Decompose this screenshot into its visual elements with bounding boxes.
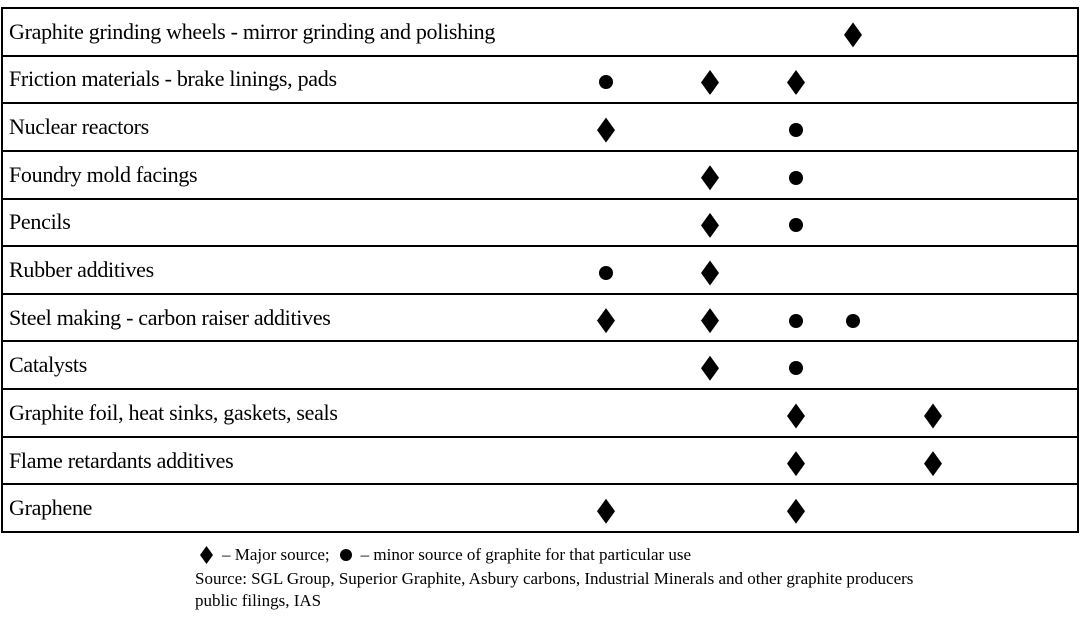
major-source-diamond-icon <box>701 261 719 286</box>
major-source-diamond-icon <box>701 70 719 95</box>
minor-source-circle-icon <box>789 218 803 232</box>
legend <box>195 544 995 566</box>
row-label: Catalysts <box>9 352 87 378</box>
minor-source-circle-icon <box>789 314 803 328</box>
major-source-diamond-icon <box>787 403 805 428</box>
row-label: Pencils <box>9 209 71 235</box>
legend-minor-circle-icon <box>340 549 352 561</box>
row-label: Friction materials - brake linings, pads <box>9 66 337 92</box>
minor-source-circle-icon <box>789 171 803 185</box>
source-text-line-2: public filings, IAS <box>195 591 322 610</box>
major-source-diamond-icon <box>597 118 615 143</box>
major-source-diamond-icon <box>787 451 805 476</box>
table-row <box>3 200 1077 248</box>
major-source-diamond-icon <box>787 499 805 524</box>
table-row <box>3 485 1077 531</box>
major-source-diamond-icon <box>924 451 942 476</box>
major-source-diamond-icon <box>924 403 942 428</box>
table-row <box>3 438 1077 486</box>
row-label: Steel making - carbon raiser additives <box>9 304 331 330</box>
major-source-diamond-icon <box>787 70 805 95</box>
uses-table <box>1 7 1079 533</box>
table-row <box>3 57 1077 105</box>
table-row <box>3 390 1077 438</box>
minor-source-circle-icon <box>789 123 803 137</box>
row-label: Rubber additives <box>9 257 154 283</box>
table-row <box>3 9 1077 57</box>
minor-source-circle-icon <box>846 314 860 328</box>
major-source-diamond-icon <box>701 213 719 238</box>
table-row <box>3 104 1077 152</box>
minor-source-circle-icon <box>599 266 613 280</box>
source-text-line-1: Source: SGL Group, Superior Graphite, Asbury carbons, Industrial Minerals and other graphite producers <box>195 569 914 588</box>
table-row <box>3 152 1077 200</box>
major-source-diamond-icon <box>701 308 719 333</box>
row-label: Graphite grinding wheels - mirror grinding and polishing <box>9 18 496 44</box>
legend-major-diamond-icon <box>200 546 213 564</box>
legend-major-label: – Major source; <box>222 545 330 564</box>
table-row <box>3 247 1077 295</box>
footer <box>195 544 995 612</box>
major-source-diamond-icon <box>597 499 615 524</box>
table-row <box>3 295 1077 343</box>
row-label: Foundry mold facings <box>9 161 198 187</box>
major-source-diamond-icon <box>844 22 862 47</box>
row-label: Nuclear reactors <box>9 114 149 140</box>
legend-minor-label: – minor source of graphite for that particular use <box>360 545 692 564</box>
row-label: Graphene <box>9 495 93 521</box>
row-label: Flame retardants additives <box>9 447 234 473</box>
table-row <box>3 342 1077 390</box>
minor-source-circle-icon <box>599 75 613 89</box>
major-source-diamond-icon <box>597 308 615 333</box>
minor-source-circle-icon <box>789 361 803 375</box>
row-label: Graphite foil, heat sinks, gaskets, seals <box>9 399 338 425</box>
major-source-diamond-icon <box>701 356 719 381</box>
major-source-diamond-icon <box>701 165 719 190</box>
